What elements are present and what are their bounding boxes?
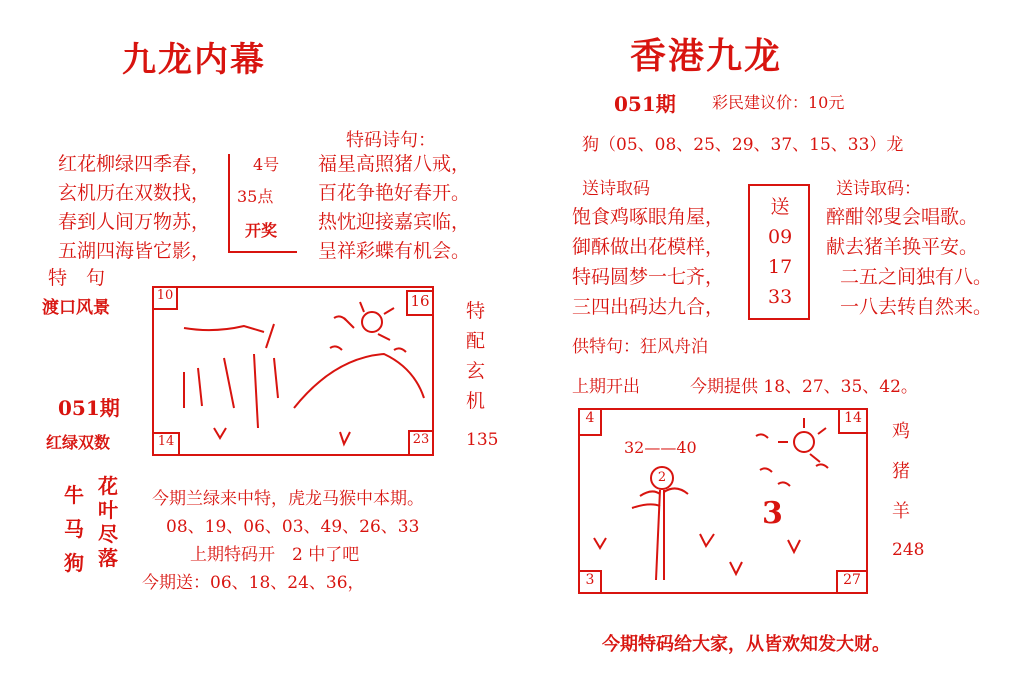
poem-line: 献去猪羊换平安。 [826, 236, 979, 258]
left-side-vertical [466, 296, 485, 416]
corner-top-left: 4 [578, 408, 602, 436]
left-period: 051期 [58, 396, 120, 420]
phrase-char: 尽 [98, 522, 118, 546]
left-red-green: 红绿双数 [46, 433, 111, 452]
right-dog-line: 狗（05、08、25、29、37、15、33）龙 [582, 135, 904, 155]
side-char: 羊 [892, 501, 910, 522]
send-number: 33 [768, 286, 793, 308]
draw-time: 35点 [237, 187, 274, 206]
send-number: 17 [768, 256, 793, 278]
right-poem-right-heading: 送诗取码： [836, 179, 921, 199]
animal: 马 [64, 517, 84, 541]
left-poem-left [58, 150, 210, 266]
poem-line: 五湖四海皆它影， [58, 240, 211, 262]
right-special-phrase: 供特句：狂风舟泊 [572, 337, 708, 357]
right-side-vertical [892, 412, 910, 532]
corner-bottom-left: 14 [152, 432, 180, 456]
side-char: 鸡 [892, 421, 910, 442]
left-line-special: 今期兰绿来中特，虎龙马猴中本期。 [152, 489, 424, 509]
right-sketch [580, 410, 866, 592]
corner-top-left: 10 [152, 286, 178, 310]
side-char: 玄 [466, 360, 486, 382]
phrase-char: 落 [98, 546, 118, 570]
left-draw-box [223, 148, 303, 258]
right-poem-right [826, 202, 992, 322]
left-line-send: 今期送：06、18、24、36， [142, 573, 365, 593]
left-picture-box [152, 286, 434, 456]
drawing-numbers: 32——40 [624, 438, 697, 457]
send-box-content [768, 192, 792, 312]
animals-col2 [98, 474, 118, 570]
poem-line: 红花柳绿四季春， [58, 153, 211, 175]
poem-line: 春到人间万物苏， [58, 211, 211, 233]
left-line-numbers: 08、19、06、03、49、26、33 [166, 517, 420, 537]
corner-bottom-right: 27 [836, 570, 868, 594]
send-number: 09 [768, 226, 793, 248]
poem-line: 百花争艳好春开。 [318, 182, 471, 204]
left-sketch [154, 288, 432, 454]
right-send-box [748, 184, 810, 320]
phrase-char: 花 [98, 474, 118, 498]
right-side-number: 248 [892, 540, 925, 560]
poem-line: 二五之间独有八。 [840, 266, 993, 288]
poem-line: 一八去转自然来。 [840, 296, 993, 318]
animal: 狗 [64, 551, 84, 575]
poem-line: 饱食鸡啄眼角屋， [572, 206, 725, 228]
right-footer: 今期特码给大家，从皆欢知发大财。 [602, 634, 890, 655]
left-special-phrase: 渡口风景 [42, 298, 110, 318]
draw-date: 4号 [253, 155, 280, 174]
draw-label: 开奖 [245, 221, 278, 240]
side-char: 特 [466, 300, 486, 322]
corner-top-right: 16 [406, 290, 434, 316]
corner-top-right: 14 [838, 408, 868, 434]
poem-line: 玄机历在双数找， [58, 182, 211, 204]
poem-line: 呈祥彩蝶有机会。 [318, 240, 471, 262]
side-char: 机 [466, 390, 486, 412]
left-poem-right [318, 150, 470, 266]
drawing-circle: 2 [650, 466, 674, 490]
side-char: 猪 [892, 461, 910, 482]
left-line-last: 上期特码开 2 中了吧 [190, 545, 360, 565]
animals-col1 [64, 478, 84, 580]
drawing-three: 3 [762, 496, 783, 531]
poem-line: 福星高照猪八戒， [318, 153, 471, 175]
right-price: 彩民建议价：10元 [712, 93, 845, 112]
right-poem-left [572, 202, 724, 322]
poem-line: 醉酣邻叟会唱歌。 [826, 206, 979, 228]
poem-line: 三四出码达九合， [572, 296, 725, 318]
right-poem-left-heading: 送诗取码 [582, 179, 650, 199]
right-provide: 今期提供 18、27、35、42。 [690, 377, 918, 397]
corner-bottom-left: 3 [578, 570, 602, 594]
left-poem-right-heading: 特码诗句： [346, 130, 436, 151]
right-picture-box [578, 408, 868, 594]
corner-bottom-right: 23 [408, 430, 434, 456]
poem-line: 热忱迎接嘉宾临， [318, 211, 471, 233]
phrase-char: 叶 [98, 498, 118, 522]
right-title: 香港九龙 [630, 35, 783, 77]
poem-line: 特码圆梦一七齐， [572, 266, 725, 288]
side-char: 配 [466, 330, 486, 352]
send-label: 送 [770, 196, 790, 218]
poem-line: 御酥做出花模样， [572, 236, 725, 258]
right-period: 051期 [614, 92, 676, 116]
right-last-period: 上期开出 [572, 377, 640, 397]
animal: 牛 [64, 483, 84, 507]
left-title: 九龙内幕 [122, 40, 266, 80]
left-side-number: 135 [466, 430, 499, 450]
left-special-label: 特 句 [48, 267, 106, 289]
